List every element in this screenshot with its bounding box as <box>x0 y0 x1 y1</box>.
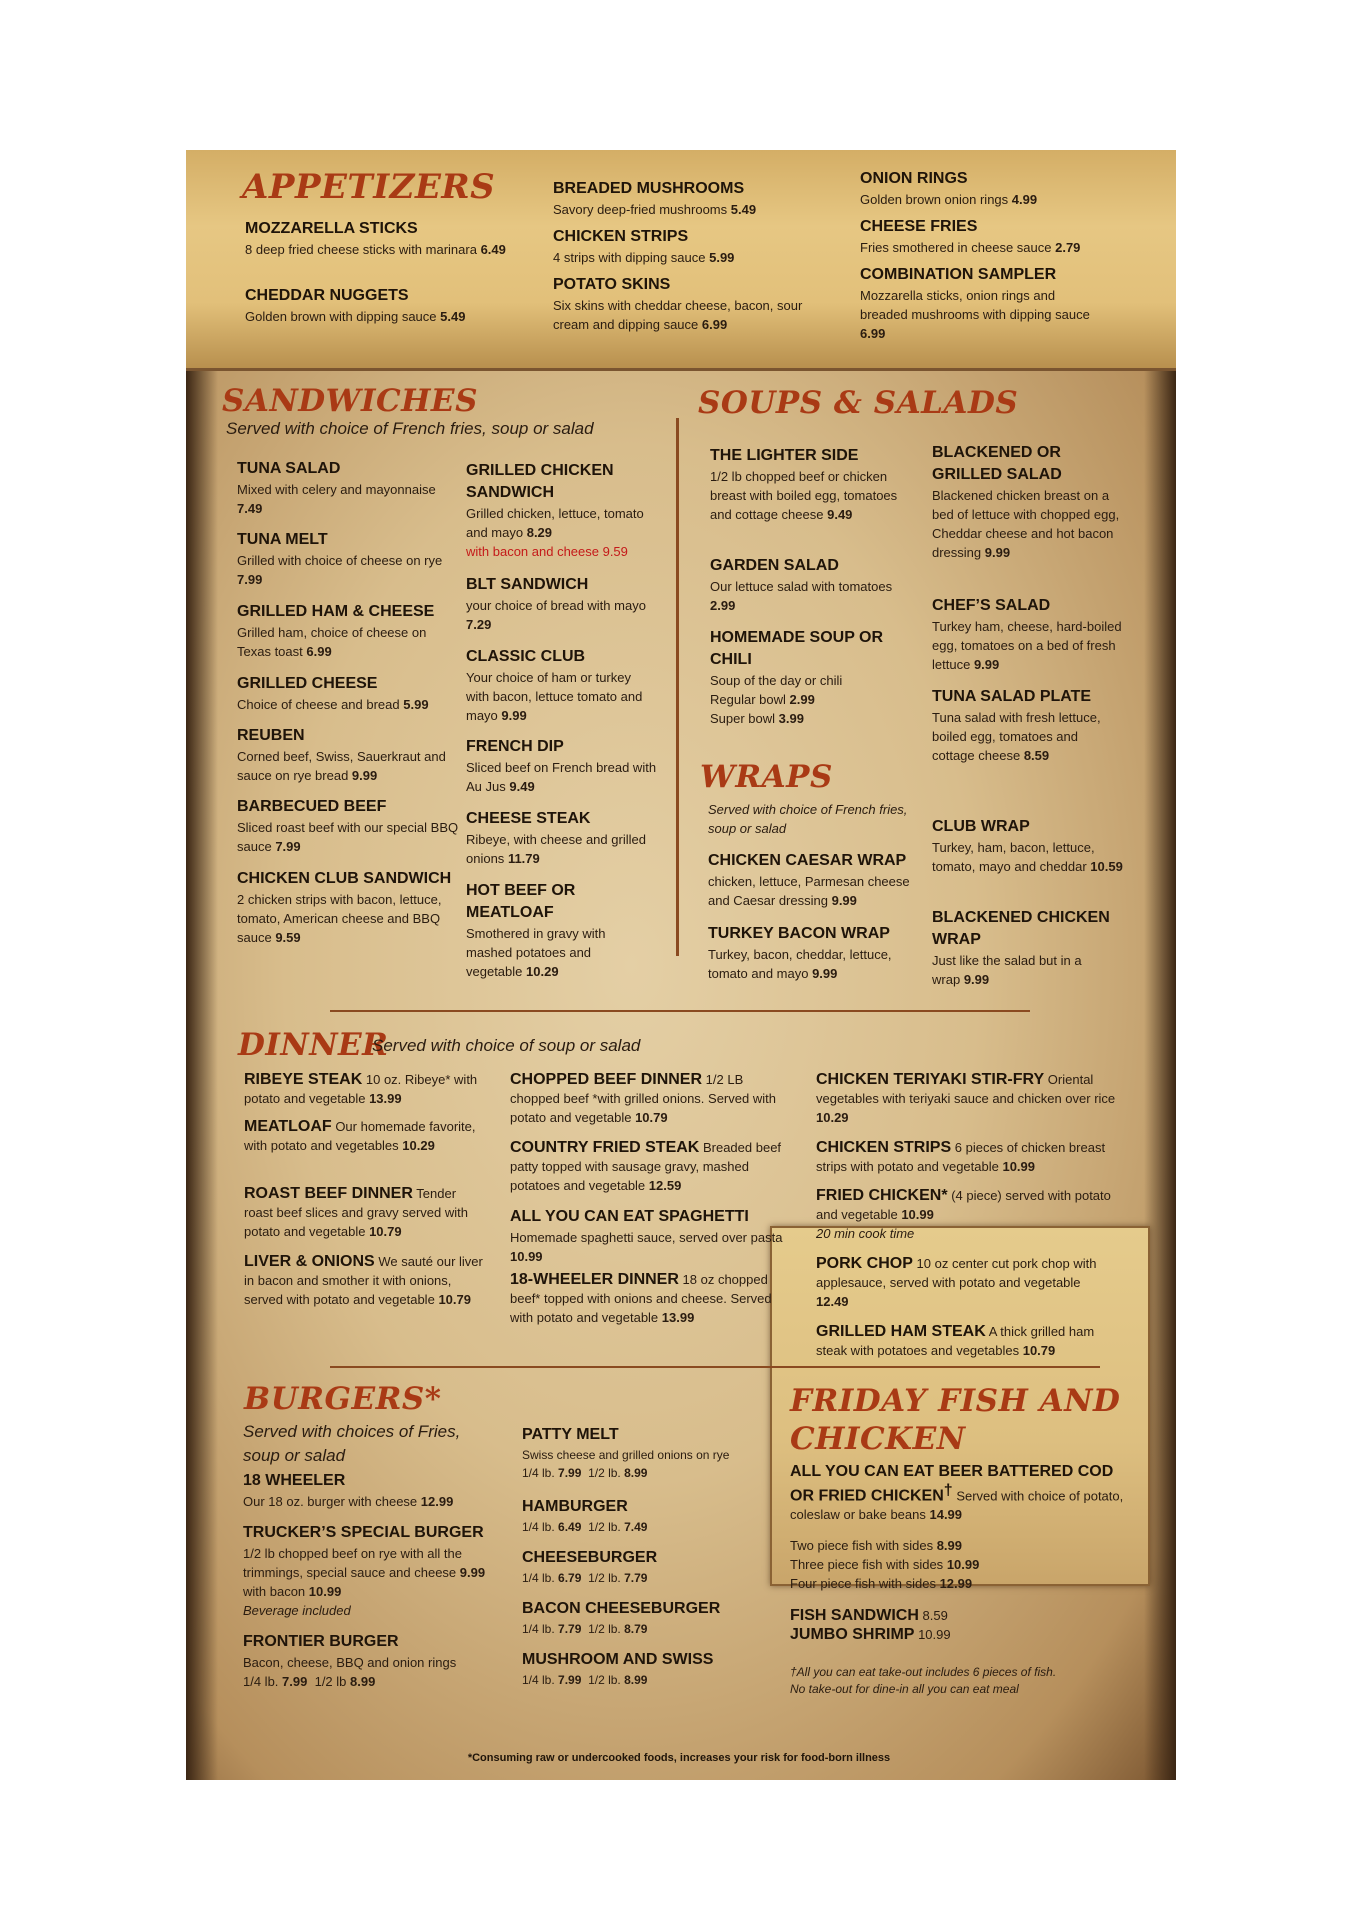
menu-item: CHEESE STEAK Ribeye, with cheese and grilled onions 11.79 <box>466 810 646 866</box>
menu-item: HOMEMADE SOUP OR CHILI Soup of the day or chili Regular bowl 2.99 Super bowl 3.99 <box>710 629 884 726</box>
menu-item: GRILLED CHEESE Choice of cheese and bread 5.99 <box>237 675 429 712</box>
menu-item: POTATO SKINS Six skins with cheddar cheese, bacon, sour cream and dipping sauce 6.99 <box>553 276 803 332</box>
sandwiches-title: SANDWICHES <box>222 383 478 419</box>
fish-extras: FISH SANDWICH 8.59 JUMBO SHRIMP 10.99 <box>790 1607 951 1643</box>
menu-item: PORK CHOP 10 oz center cut pork chop with applesauce, served with potato and vegetable 12.49 <box>816 1255 1097 1309</box>
menu-item: BLACKENED OR GRILLED SALAD Blackened chicken breast on a bed of lettuce with chopped egg, Cheddar cheese and hot bacon dressing 9.99 <box>932 444 1120 560</box>
menu-item: MUSHROOM AND SWISS 1/4 lb. 7.99 1/2 lb. 8.99 <box>522 1651 714 1687</box>
menu-item: THE LIGHTER SIDE 1/2 lb chopped beef or chicken breast with boiled egg, tomatoes and cottage cheese 9.49 <box>710 447 898 522</box>
menu-item: TRUCKER’S SPECIAL BURGER 1/2 lb chopped beef on rye with all the trimmings, special sauce and cheese 9.99 with bacon 10.99 Beverage included <box>243 1524 486 1618</box>
sandwiches-divider <box>330 1010 1030 1012</box>
burgers-title: BURGERS* <box>244 1381 442 1417</box>
menu-item: GRILLED CHICKEN SANDWICH Grilled chicken, lettuce, tomato and mayo 8.29 with bacon and cheese 9.59 <box>466 462 644 559</box>
menu-item: PATTY MELT Swiss cheese and grilled onions on rye 1/4 lb. 7.99 1/2 lb. 8.99 <box>522 1426 730 1480</box>
menu-item: COUNTRY FRIED STEAK Breaded beef patty topped with sausage gravy, mashed potatoes and vegetable 12.59 <box>510 1139 782 1193</box>
menu-item: TUNA SALAD Mixed with celery and mayonnaise 7.49 <box>237 460 436 516</box>
menu-item: CHICKEN CLUB SANDWICH 2 chicken strips with bacon, lettuce, tomato, American cheese and BBQ sauce 9.59 <box>237 870 452 945</box>
menu-item: CHICKEN TERIYAKI STIR-FRY Oriental vegetables with teriyaki sauce and chicken over rice 10.29 <box>816 1071 1116 1125</box>
menu-item: ALL YOU CAN EAT SPAGHETTI Homemade spaghetti sauce, served over pasta 10.99 <box>510 1208 783 1264</box>
menu-item: CLASSIC CLUB Your choice of ham or turkey with bacon, lettuce tomato and mayo 9.99 <box>466 648 643 723</box>
menu-item: CHICKEN STRIPS 4 strips with dipping sauce 5.99 <box>553 228 735 265</box>
menu-item: TUNA SALAD PLATE Tuna salad with fresh lettuce, boiled egg, tomatoes and cottage cheese 8.59 <box>932 688 1101 763</box>
menu-item: CHEDDAR NUGGETS Golden brown with dipping sauce 5.49 <box>245 287 466 324</box>
dinner-divider <box>330 1366 1100 1368</box>
menu-item: 18 WHEELER Our 18 oz. burger with cheese 12.99 <box>243 1472 454 1509</box>
fish-piece-list: Two piece fish with sides 8.99 Three piece fish with sides 10.99 Four piece fish with sides 12.99 <box>790 1538 980 1591</box>
menu-item: BARBECUED BEEF Sliced roast beef with our special BBQ sauce 7.99 <box>237 798 459 854</box>
menu-item: MOZZARELLA STICKS 8 deep fried cheese sticks with marinara 6.49 <box>245 220 506 257</box>
menu-item: TUNA MELT Grilled with choice of cheese on rye 7.99 <box>237 531 443 587</box>
menu-item: REUBEN Corned beef, Swiss, Sauerkraut and sauce on rye bread 9.99 <box>237 727 446 783</box>
menu-item: COMBINATION SAMPLER Mozzarella sticks, onion rings and breaded mushrooms with dipping sauce 6.99 <box>860 266 1090 341</box>
menu-item: CLUB WRAP Turkey, ham, bacon, lettuce, tomato, mayo and cheddar 10.59 <box>932 818 1123 874</box>
menu-item: GRILLED HAM & CHEESE Grilled ham, choice of cheese on Texas toast 6.99 <box>237 603 435 659</box>
menu-item: CHICKEN CAESAR WRAP chicken, lettuce, Parmesan cheese and Caesar dressing 9.99 <box>708 852 910 908</box>
menu-item: CHICKEN STRIPS 6 pieces of chicken breast strips with potato and vegetable 10.99 <box>816 1139 1106 1174</box>
burgers-subtitle: Served with choices of Fries, soup or salad <box>243 1422 461 1465</box>
dinner-title: DINNER <box>238 1027 389 1063</box>
menu-item: HOT BEEF OR MEATLOAF Smothered in gravy with mashed potatoes and vegetable 10.29 <box>466 882 606 979</box>
menu-item: ROAST BEEF DINNER Tender roast beef slices and gravy served with potato and vegetable 10.79 <box>244 1185 468 1239</box>
menu-item: FRIED CHICKEN* (4 piece) served with potato and vegetable 10.99 20 min cook time <box>816 1187 1111 1241</box>
menu-item: HAMBURGER 1/4 lb. 6.49 1/2 lb. 7.49 <box>522 1498 648 1534</box>
menu-item: GRILLED HAM STEAK A thick grilled ham steak with potatoes and vegetables 10.79 <box>816 1323 1095 1358</box>
menu-item: BREADED MUSHROOMS Savory deep-fried mushrooms 5.49 <box>553 180 757 217</box>
soups-salads-title: SOUPS & SALADS <box>698 385 1019 421</box>
menu-item: RIBEYE STEAK 10 oz. Ribeye* with potato and vegetable 13.99 <box>244 1071 478 1106</box>
menu-item: BACON CHEESEBURGER 1/4 lb. 7.79 1/2 lb. 8.79 <box>522 1600 721 1636</box>
fish-title-line2: CHICKEN <box>790 1421 966 1457</box>
menu-item: LIVER & ONIONS We sauté our liver in bacon and smother it with onions, served with potato and vegetable 10.79 <box>244 1253 483 1307</box>
menu-item: ONION RINGS Golden brown onion rings 4.99 <box>860 170 1038 207</box>
menu-item: CHOPPED BEEF DINNER 1/2 LB chopped beef *with grilled onions. Served with potato and vegetable 10.79 <box>510 1071 776 1125</box>
menu-item: GARDEN SALAD Our lettuce salad with tomatoes 2.99 <box>710 557 893 613</box>
sandwiches-subtitle: Served with choice of French fries, soup or salad <box>226 419 594 438</box>
fish-title-line1: FRIDAY FISH AND <box>790 1383 1121 1419</box>
menu-item: TURKEY BACON WRAP Turkey, bacon, cheddar, lettuce, tomato and mayo 9.99 <box>708 925 892 981</box>
menu-item: MEATLOAF Our homemade favorite, with potato and vegetables 10.29 <box>244 1118 476 1153</box>
menu-item: BLACKENED CHICKEN WRAP Just like the salad but in a wrap 9.99 <box>932 909 1110 987</box>
column-divider <box>676 418 679 956</box>
wraps-subtitle: Served with choice of French fries, soup or salad <box>708 802 908 836</box>
menu-item: CHEESEBURGER 1/4 lb. 6.79 1/2 lb. 7.79 <box>522 1549 658 1585</box>
dinner-subtitle: Served with choice of soup or salad <box>372 1036 641 1055</box>
menu-item: FRENCH DIP Sliced beef on French bread with Au Jus 9.49 <box>466 738 657 794</box>
menu-item: CHEF’S SALAD Turkey ham, cheese, hard-boiled egg, tomatoes on a bed of fresh lettuce 9.99 <box>932 597 1122 672</box>
fish-footnote: †All you can eat take-out includes 6 pieces of fish. No take-out for dine-in all you can eat meal <box>790 1665 1057 1696</box>
wraps-title: WRAPS <box>700 759 833 795</box>
fish-main-item: ALL YOU CAN EAT BEER BATTERED COD OR FRIED CHICKEN† Served with choice of potato, coleslaw or bake beans 14.99 <box>790 1463 1124 1523</box>
menu-item: 18-WHEELER DINNER 18 oz chopped beef* topped with onions and cheese. Served with potato and vegetable 13.99 <box>510 1271 772 1325</box>
menu-item: BLT SANDWICH your choice of bread with mayo 7.29 <box>466 576 646 632</box>
appetizers-title: APPETIZERS <box>242 167 496 207</box>
menu-item: FRONTIER BURGER Bacon, cheese, BBQ and onion rings 1/4 lb. 7.99 1/2 lb 8.99 <box>243 1633 457 1689</box>
food-safety-disclaimer: *Consuming raw or undercooked foods, increases your risk for food-born illness <box>467 1752 891 1764</box>
menu-item: CHEESE FRIES Fries smothered in cheese sauce 2.79 <box>860 218 1081 255</box>
